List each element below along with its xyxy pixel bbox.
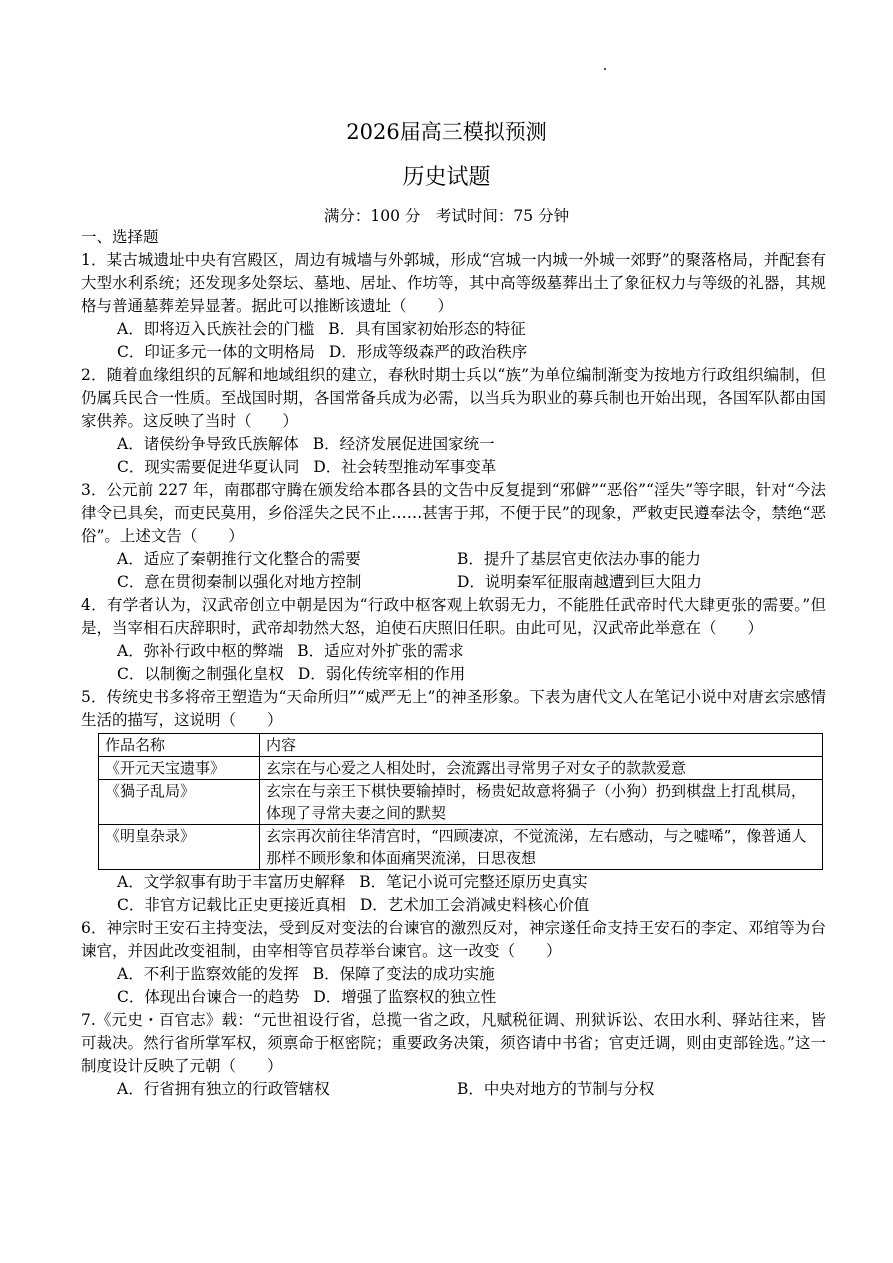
table-cell: 玄宗再次前往华清宫时，“四顾凄凉，不觉流涕，左右感动，与之嘘唏”，像普通人那样不顾形象和体面痛哭流涕，日思夜想: [260, 825, 823, 870]
question-5: [81, 686, 826, 917]
option-b[interactable]: B．具有国家初始形态的特征: [328, 320, 526, 338]
option-b[interactable]: B．笔记小说可完整还原历史真实: [359, 873, 588, 891]
table-cell: 《明皇杂录》: [99, 825, 260, 870]
options: [81, 871, 826, 917]
option-b[interactable]: B．中央对地方的节制与分权: [457, 1080, 655, 1098]
table-cell: 玄宗在与心爱之人相处时，会流露出寻常男子对女子的款款爱意: [260, 757, 823, 780]
question-stem: 2．随着血缘组织的瓦解和地域组织的建立，春秋时期士兵以“族”为单位编制渐变为按地方行政组织编制，但仍属兵民合一性质。至战国时期，各国常备兵成为必需，以当兵为职业的募兵制也开始出现，各国军队都由国家供养。这反映了当时（ ）: [81, 366, 826, 430]
option-a[interactable]: A．即将迈入氏族社会的门槛: [117, 320, 315, 338]
option-c[interactable]: C．现实需要促进华夏认同: [117, 458, 300, 476]
option-d[interactable]: D．社会转型推动军事变革: [313, 458, 497, 476]
option-c[interactable]: C．意在贯彻秦制以强化对地方控制: [117, 573, 362, 591]
option-d[interactable]: D．弱化传统宰相的作用: [297, 665, 466, 683]
option-b[interactable]: B．提升了基层官吏依法办事的能力: [457, 550, 701, 568]
option-b[interactable]: B．适应对外扩张的需求: [297, 642, 464, 660]
option-a[interactable]: A．适应了秦朝推行文化整合的需要: [117, 550, 361, 568]
scan-dot: [604, 68, 606, 70]
question-stem: 1．某古城遗址中央有宫殿区，周边有城墙与外郭城，形成“宫城一内城一外城一郊野”的聚落格局，并配套有大型水利系统；还发现多处祭坛、墓地、居址、作坊等，其中高等级墓葬出土了象征权力与等级的礼器，其规格与普通墓葬差异显著。据此可以推断该遗址（ ）: [81, 251, 826, 315]
question-7: [81, 1009, 826, 1101]
options: [81, 318, 826, 364]
option-a[interactable]: A．不利于监察效能的发挥: [117, 965, 299, 983]
table-cell: 《开元天宝遗事》: [99, 757, 260, 780]
table-row: [99, 825, 823, 870]
question-stem: 7.《元史・百官志》载：“元世祖设行省，总揽一省之政，凡赋税征调、刑狱诉讼、农田水利、驿站往来，皆可裁决。然行省所掌军权，须禀命于枢密院；重要政务决策，须咨请中书省；官吏迁调，则由吏部铨选。”这一制度设计反映了元朝（ ）: [81, 1011, 826, 1075]
option-a[interactable]: A．文学叙事有助于丰富历史解释: [117, 873, 346, 891]
section-heading: 一、选择题: [81, 228, 159, 246]
table-header: 内容: [260, 734, 823, 757]
options: [81, 1078, 826, 1101]
question-stem: 3．公元前 227 年，南郡郡守腾在颁发给本郡各县的文告中反复提到“邪僻”“恶俗”“淫失”等字眼，针对“今法律令已具矣，而吏民莫用，乡俗淫失之民不止……甚害于邦，不便于民”的现象，严敕吏民遵奉法令，禁绝“恶俗”。上述文告（ ）: [81, 481, 826, 545]
option-c[interactable]: C．印证多元一体的文明格局: [117, 343, 315, 361]
question-2: [81, 364, 826, 479]
table-header-row: [99, 734, 823, 757]
table-row: [99, 780, 823, 825]
exam-meta: 满分：100 分 考试时间：75 分钟: [323, 207, 570, 225]
table-cell: 玄宗在与亲王下棋快要输掉时，杨贵妃故意将猧子（小狗）扔到棋盘上打乱棋局，体现了寻常夫妻之间的默契: [260, 780, 823, 825]
question-4: [81, 594, 826, 686]
option-c[interactable]: C．体现出台谏合一的趋势: [117, 988, 300, 1006]
table-header: 作品名称: [99, 734, 260, 757]
options: [81, 548, 826, 594]
option-d[interactable]: D．说明秦军征服南越遭到巨大阻力: [457, 573, 702, 591]
question-3: [81, 479, 826, 594]
table-row: [99, 757, 823, 780]
option-d[interactable]: D．形成等级森严的政治秩序: [328, 343, 528, 361]
option-d[interactable]: D．增强了监察权的独立性: [313, 988, 497, 1006]
option-b[interactable]: B．保障了变法的成功实施: [312, 965, 495, 983]
question-stem: 5．传统史书多将帝王塑造为“天命所归”“威严无上”的神圣形象。下表为唐代文人在笔记小说中对唐玄宗感情生活的描写，这说明（ ）: [81, 688, 826, 729]
questions-area: [81, 226, 826, 1101]
options: [81, 963, 826, 1009]
option-a[interactable]: A．诸侯纷争导致氏族解体: [117, 435, 299, 453]
option-a[interactable]: A．行省拥有独立的行政管辖权: [117, 1080, 330, 1098]
question-6: [81, 917, 826, 1009]
options: [81, 640, 826, 686]
question-1: [81, 249, 826, 364]
option-b[interactable]: B．经济发展促进国家统一: [312, 435, 495, 453]
option-c[interactable]: C．非官方记载比正史更接近真相: [117, 896, 346, 914]
option-c[interactable]: C．以制衡之制强化皇权: [117, 665, 284, 683]
table-cell: 《猧子乱局》: [99, 780, 260, 825]
option-a[interactable]: A．弥补行政中枢的弊端: [117, 642, 284, 660]
source-table: [98, 733, 823, 870]
subject-title: 历史试题: [402, 165, 491, 190]
option-d[interactable]: D．艺术加工会消减史料核心价值: [359, 896, 590, 914]
question-stem: 6．神宗时王安石主持变法，受到反对变法的台谏官的激烈反对，神宗遂任命支持王安石的李定、邓绾等为台谏官，并因此改变祖制，由宰相等官员荐举台谏官。这一改变（ ）: [81, 919, 826, 960]
options: [81, 433, 826, 479]
exam-title: 2026届高三模拟预测: [346, 120, 547, 144]
question-stem: 4．有学者认为，汉武帝创立中朝是因为“行政中枢客观上软弱无力，不能胜任武帝时代大肆更张的需要。”但是，当宰相石庆辞职时，武帝却勃然大怒，迫使石庆照旧任职。由此可见，汉武帝此举意在（ ）: [81, 596, 826, 637]
